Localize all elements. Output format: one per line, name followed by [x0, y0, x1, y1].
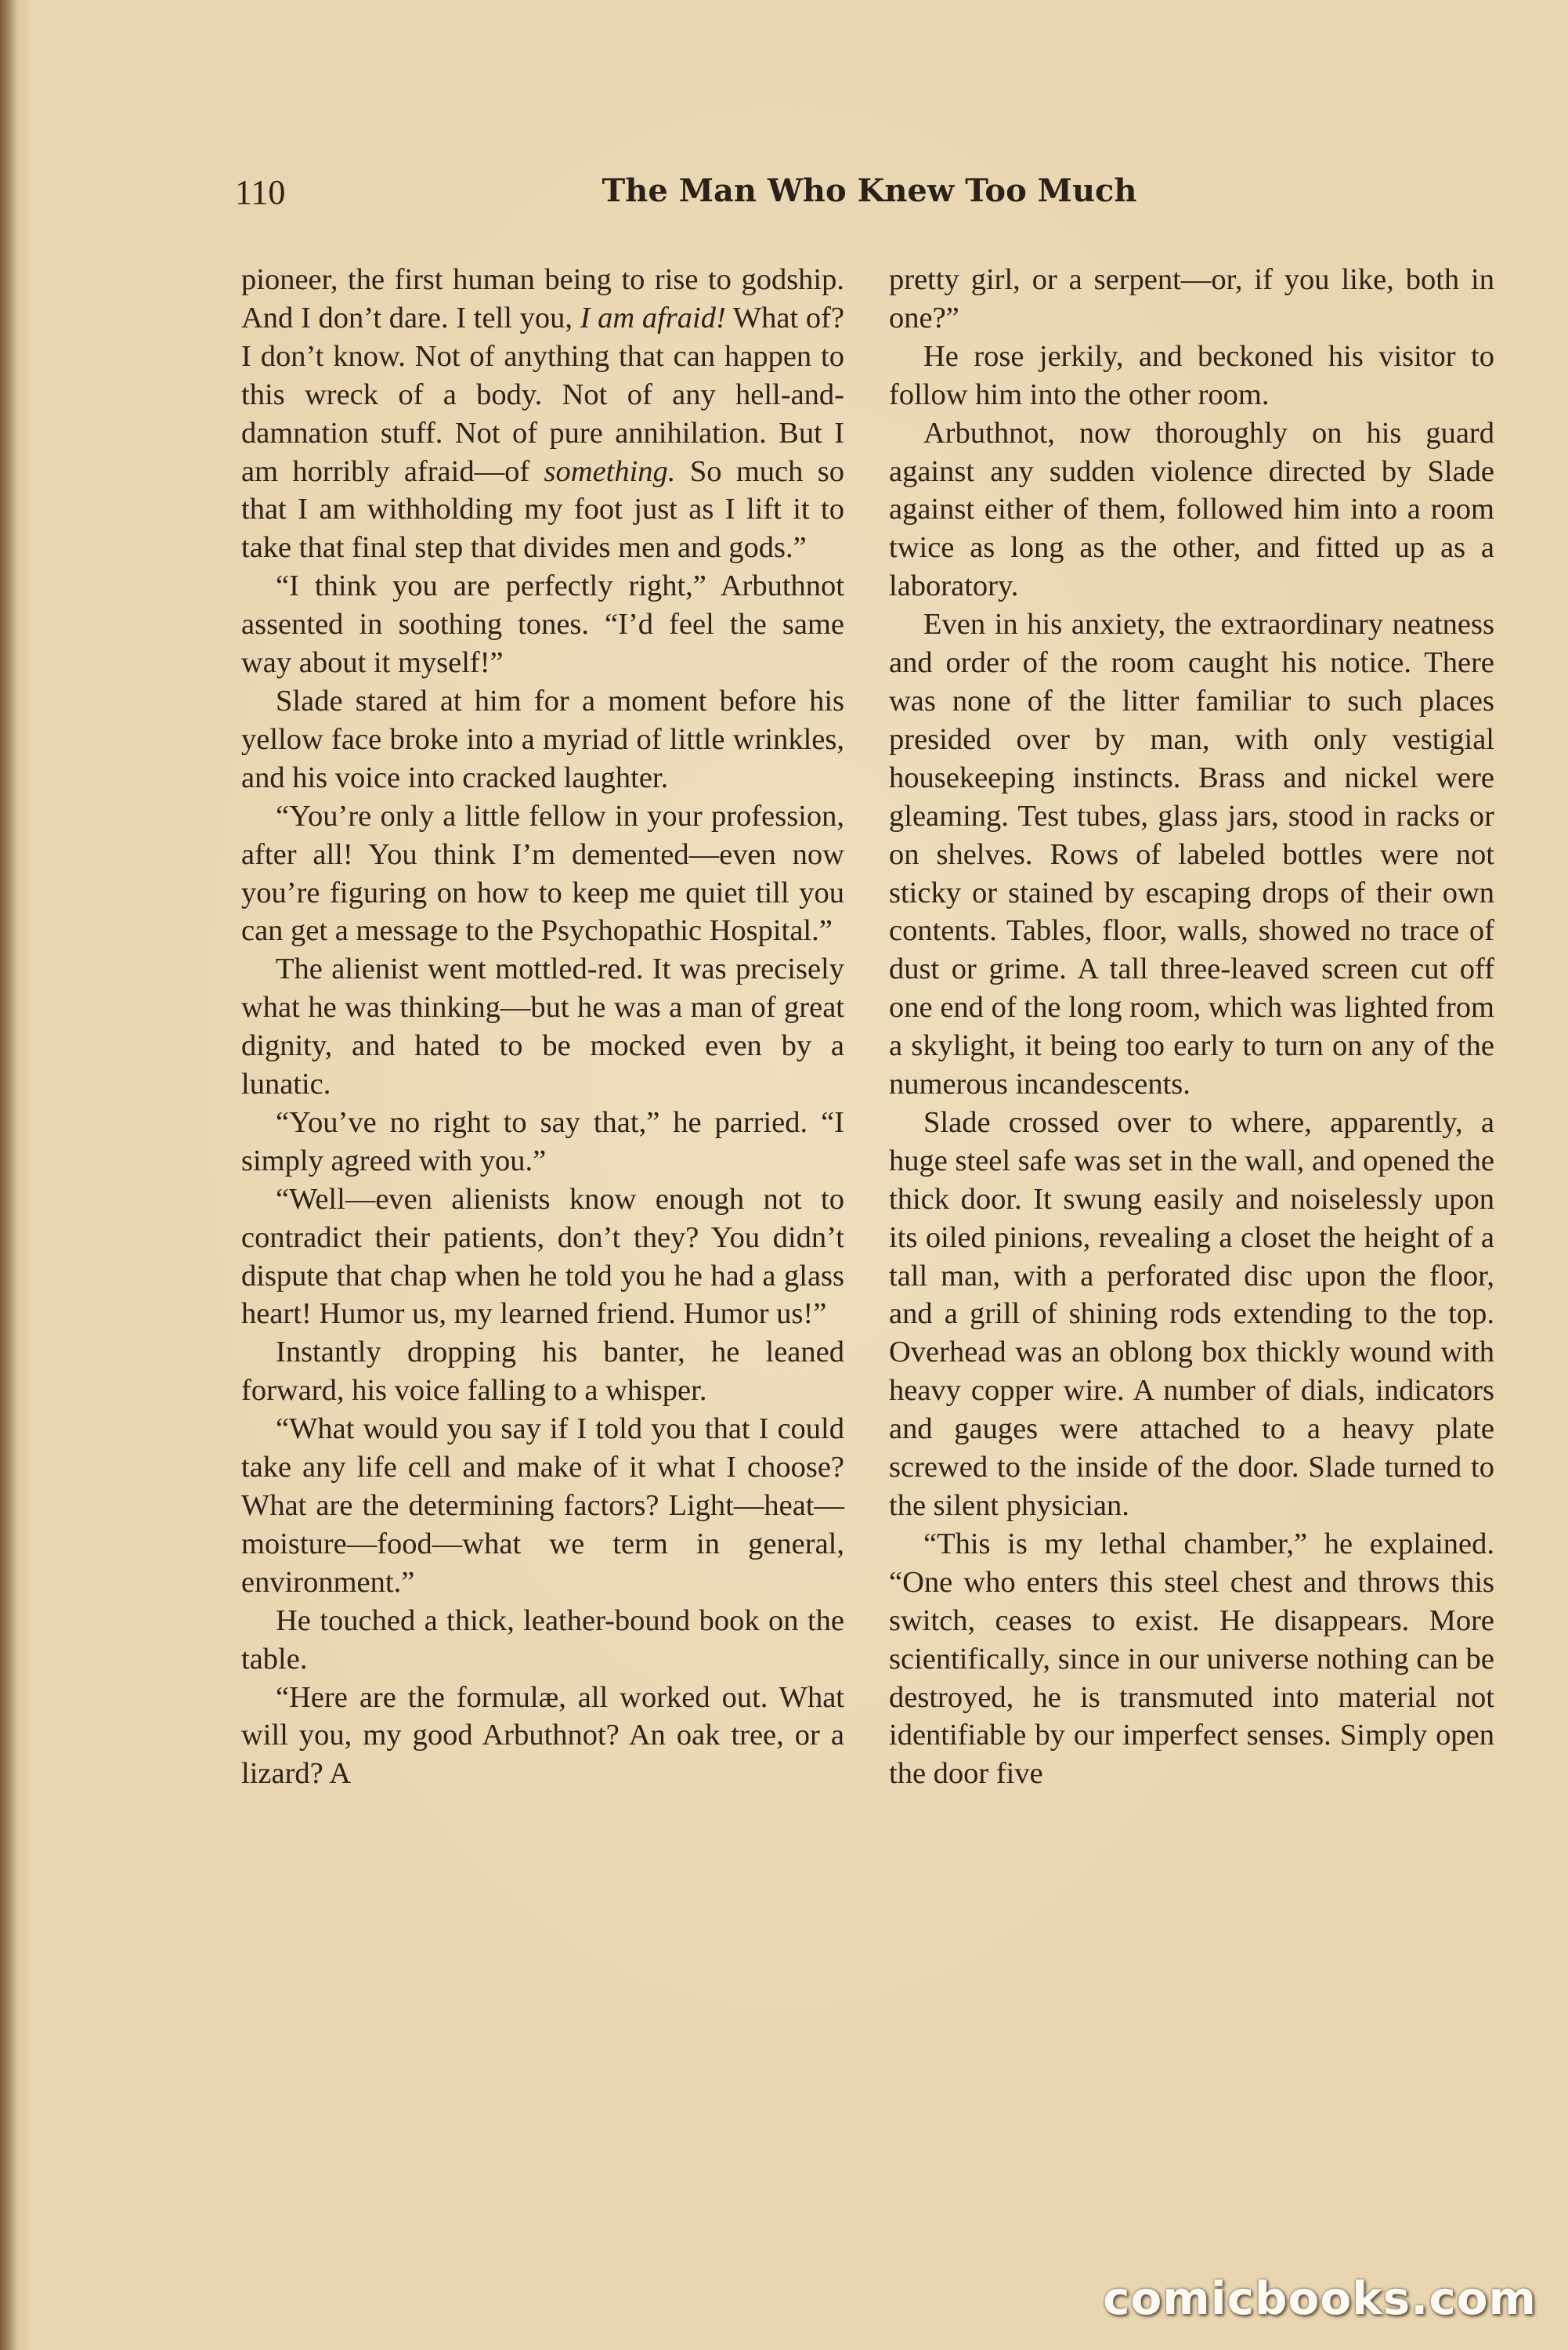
text-run: “Well—even alienists know enough not to contradict their patients, don’t they? You didn’t dispute that chap when he told you he had a glass heart! Humor us, my learned friend. Humor us!”: [241, 1182, 844, 1331]
text-run: The alienist went mottled-red. It was precisely what he was thinking—but he was a man of great dignity, and hated to be mocked even by a lunatic.: [241, 953, 844, 1101]
page-number: 110: [235, 173, 286, 212]
paragraph: [889, 1104, 1494, 1525]
text-run: He rose jerkily, and beckoned his visitor to follow him into the other room.: [889, 339, 1494, 411]
text-run: So much so that I am withholding my foot just as I lift it to take that final step that divides men and gods.”: [241, 454, 844, 565]
paragraph: [241, 1602, 844, 1679]
paragraph: [241, 1333, 844, 1410]
text-run: Even in his anxiety, the extraordinary neatness and order of the room caught his notice. There was none of the litter familiar to such places presided over by man, with only vestigial housekeeping instincts. Brass and nickel were gleaming. Test tubes, glass jars, stood in racks or on shelves. Rows of labeled bottles were not sticky or stained by escaping drops of their own contents. Tables, floor, walls, showed no trace of dust or grime. A tall three-leaved screen cut off one end of the long room, which was lighted from a skylight, it being too early to turn on any of the numerous incandescents.: [889, 608, 1494, 1101]
paragraph: [241, 682, 844, 797]
text-run: pioneer, the first human being to rise to godship. And I don’t dare. I tell you,: [241, 263, 844, 334]
text-run: Slade stared at him for a moment before his yellow face broke into a myriad of little wrinkles, and his voice into cracked laughter.: [241, 684, 844, 794]
paragraph: [889, 338, 1494, 414]
paragraph: [241, 950, 844, 1104]
text-run: Slade crossed over to where, apparently, a huge steel safe was set in the wall, and opened the thick door. It swung easily and noiselessly upon its oiled pinions, revealing a closet the height of a tall man, with a perforated disc upon the floor, and a grill of shining rods extending to the top. Overhead was an oblong box thickly wound with heavy copper wire. A number of dials, indicators and gauges were attached to a heavy plate screwed to the inside of the door. Slade turned to the silent physician.: [889, 1105, 1494, 1522]
paragraph: [241, 797, 844, 951]
paragraph: [889, 261, 1494, 338]
paragraph: [241, 567, 844, 682]
text-run: “You’re only a little fellow in your profession, after all! You think I’m demented—even now you’re figuring on how to keep me quiet till you can get a message to the Psychopathic Hospital.”: [241, 799, 844, 948]
text-run: What of? I don’t know. Not of anything that can happen to this wreck of a body. Not of any hell-and-damnation stuff. Not of pure annihilation. But I am horribly afraid—of: [241, 301, 844, 488]
text-run: “What would you say if I told you that I could take any life cell and make of it what I choose? What are the determining factors? Light—heat—moisture—food—what we term in general, environment.”: [241, 1412, 844, 1599]
text-run: “This is my lethal chamber,” he explained. “One who enters this steel chest and throws this switch, ceases to exist. He disappears. More scientifically, since in our universe nothing can be destroyed, he is transmuted into material not identifiable by our imperfect senses. Simply open the door five: [889, 1527, 1494, 1791]
paragraph: [889, 606, 1494, 1104]
left-text-column: [241, 261, 844, 1793]
paragraph: [241, 261, 844, 567]
paragraph: [241, 1679, 844, 1794]
text-run: He touched a thick, leather-bound book on the table.: [241, 1603, 844, 1676]
italic-text: something.: [544, 454, 676, 488]
text-run: “Here are the formulæ, all worked out. What will you, my good Arbuthnot? An oak tree, or a lizard? A: [241, 1680, 844, 1791]
page-header: [235, 172, 1504, 227]
running-title: The Man Who Knew Too Much: [602, 172, 1137, 209]
page-edge-shadow: [0, 0, 17, 2350]
paragraph: [241, 1180, 844, 1334]
text-run: Arbuthnot, now thoroughly on his guard against any sudden violence directed by Slade against either of them, followed him into a room twice as long as the other, and fitted up as a laboratory.: [889, 416, 1494, 603]
text-run: pretty girl, or a serpent—or, if you like, both in one?”: [889, 263, 1494, 334]
paragraph: [241, 1410, 844, 1602]
paragraph: [889, 1525, 1494, 1793]
italic-text: I am afraid!: [580, 301, 726, 334]
text-run: “You’ve no right to say that,” he parried. “I simply agreed with you.”: [241, 1105, 844, 1177]
text-run: “I think you are perfectly right,” Arbuthnot assented in soothing tones. “I’d feel the same way about it myself!”: [241, 569, 844, 680]
text-run: Instantly dropping his banter, he leaned forward, his voice falling to a whisper.: [241, 1336, 844, 1408]
right-text-column: [889, 261, 1494, 1793]
paragraph: [889, 414, 1494, 606]
watermark-logo: comicbooks.com: [1103, 2272, 1537, 2325]
paragraph: [241, 1104, 844, 1180]
